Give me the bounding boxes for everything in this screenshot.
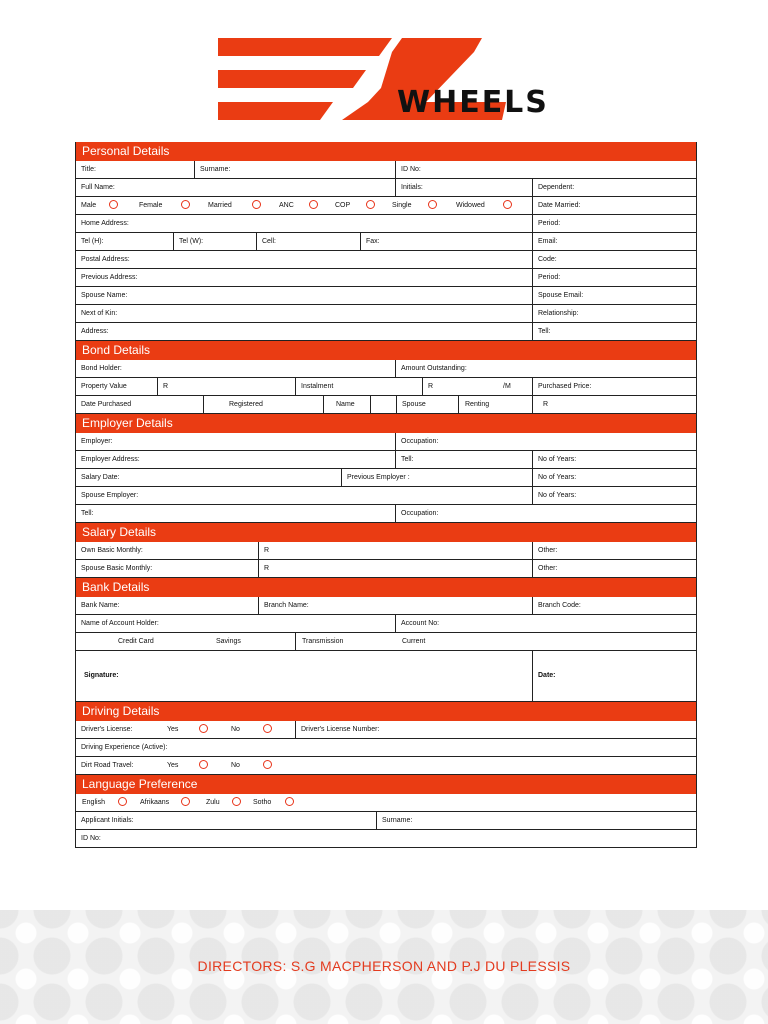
form-row	[75, 161, 697, 179]
date-married-field[interactable]: Date Married:	[532, 197, 697, 214]
title-field[interactable]: Title:	[81, 166, 96, 173]
occupation-field[interactable]: Occupation:	[395, 433, 697, 450]
english-label: English	[82, 799, 105, 806]
widowed-radio[interactable]	[503, 200, 512, 209]
cop-radio[interactable]	[366, 200, 375, 209]
application-form	[75, 142, 697, 848]
form-row	[75, 469, 697, 487]
form-row	[75, 433, 697, 451]
code-field[interactable]: Code:	[532, 251, 697, 268]
kin-tell-field[interactable]: Tell:	[532, 323, 697, 340]
previous-address-field[interactable]: Previous Address:	[81, 274, 138, 281]
tel-h-field[interactable]: Tel (H):	[81, 238, 104, 245]
dirt-road-label: Dirt Road Travel:	[81, 762, 134, 769]
section-header-language: Language Preference	[75, 775, 697, 794]
employer-tell-field[interactable]: Tell:	[395, 451, 532, 468]
signature-date-field[interactable]: Date:	[532, 651, 697, 701]
id-no-field[interactable]: ID No:	[395, 161, 697, 178]
form-row	[75, 812, 697, 830]
female-label: Female	[139, 202, 163, 209]
account-no-field[interactable]: Account No:	[395, 615, 697, 632]
savings-option[interactable]: Savings	[216, 638, 241, 645]
form-row	[75, 305, 697, 323]
directors-text: DIRECTORS: S.G MACPHERSON AND P.J DU PLESSIS	[197, 958, 571, 974]
drivers-license-label: Driver's License:	[81, 726, 133, 733]
name-box[interactable]	[370, 396, 396, 413]
form-row	[75, 323, 697, 341]
credit-card-option[interactable]: Credit Card	[118, 638, 154, 645]
widowed-label: Widowed	[456, 202, 485, 209]
form-row	[75, 560, 697, 578]
previous-period-field[interactable]: Period:	[532, 269, 697, 286]
bank-name-field[interactable]: Bank Name:	[81, 602, 120, 609]
form-row	[75, 269, 697, 287]
previous-employer-field[interactable]: Previous Employer :	[341, 469, 532, 486]
form-row	[75, 396, 697, 414]
single-label: Single	[392, 202, 412, 209]
license-row	[75, 721, 697, 739]
next-of-kin-field[interactable]: Next of Kin:	[81, 310, 118, 317]
surname-field[interactable]: Surname:	[194, 161, 395, 178]
form-row	[75, 233, 697, 251]
form-row	[75, 487, 697, 505]
dependent-field[interactable]: Dependent:	[532, 179, 697, 196]
relationship-field[interactable]: Relationship:	[532, 305, 697, 322]
spouse-occupation-field[interactable]: Occupation:	[395, 505, 697, 522]
renting-label: Renting	[458, 396, 532, 413]
spouse-basic-label: Spouse Basic Monthly:	[81, 565, 153, 572]
male-label: Male	[81, 202, 97, 209]
english-radio[interactable]	[118, 797, 127, 806]
applicant-surname-field[interactable]: Surname:	[376, 812, 697, 829]
amount-outstanding-field[interactable]: Amount Outstanding:	[395, 360, 697, 377]
form-row	[75, 251, 697, 269]
dirt-yes-label: Yes	[167, 762, 179, 769]
own-other-field[interactable]: Other:	[532, 542, 697, 559]
spouse-years-field[interactable]: No of Years:	[532, 487, 697, 504]
section-header-driving: Driving Details	[75, 702, 697, 721]
afrikaans-radio[interactable]	[181, 797, 190, 806]
afrikaans-label: Afrikaans	[140, 799, 170, 806]
signature-row	[75, 651, 697, 702]
section-header-salary: Salary Details	[75, 523, 697, 542]
date-purchased-field[interactable]: Date Purchased	[81, 401, 132, 408]
initials-field[interactable]: Initials:	[395, 179, 532, 196]
spouse-employer-field[interactable]: Spouse Employer:	[81, 492, 139, 499]
form-row	[75, 179, 697, 197]
dirt-no-label: No	[231, 762, 240, 769]
per-month-label: /M	[503, 383, 511, 390]
anc-label: ANC	[279, 202, 294, 209]
applicant-initials-field[interactable]: Applicant Initials:	[81, 817, 134, 824]
transmission-option[interactable]: Transmission	[302, 638, 344, 645]
female-radio[interactable]	[181, 200, 190, 209]
account-holder-field[interactable]: Name of Account Holder:	[81, 620, 159, 627]
home-address-field[interactable]: Home Address:	[81, 220, 129, 227]
email-field[interactable]: Email:	[532, 233, 697, 250]
branch-code-field[interactable]: Branch Code:	[532, 597, 697, 614]
license-no-label: No	[231, 726, 240, 733]
employer-address-field[interactable]: Employer Address:	[81, 456, 140, 463]
form-row	[75, 215, 697, 233]
form-row	[75, 451, 697, 469]
property-value-label: Property Value	[81, 383, 127, 390]
single-radio[interactable]	[428, 200, 437, 209]
form-row	[75, 505, 697, 523]
employer-field[interactable]: Employer:	[81, 438, 113, 445]
form-row	[75, 597, 697, 615]
dirt-road-row	[75, 757, 697, 775]
previous-years-field[interactable]: No of Years:	[532, 469, 697, 486]
license-no-radio[interactable]	[263, 724, 272, 733]
own-basic-field[interactable]: R	[258, 542, 532, 559]
license-number-field[interactable]: Driver's License Number:	[295, 721, 697, 738]
driving-experience-field[interactable]: Driving Experience (Active):	[81, 744, 168, 751]
instalment-label: Instalment	[295, 378, 422, 395]
zulu-label: Zulu	[206, 799, 220, 806]
married-label: Married	[208, 202, 232, 209]
property-value-field[interactable]: R	[157, 378, 295, 395]
cell-field[interactable]: Cell:	[256, 233, 360, 250]
registered-label: Registered	[203, 396, 323, 413]
spouse-label: Spouse	[396, 396, 458, 413]
renting-amount-field[interactable]: R	[532, 396, 697, 413]
spouse-basic-field[interactable]: R	[258, 560, 532, 577]
form-row	[75, 542, 697, 560]
dirt-yes-radio[interactable]	[199, 760, 208, 769]
current-option[interactable]: Current	[402, 638, 426, 645]
license-yes-radio[interactable]	[199, 724, 208, 733]
form-row	[75, 830, 697, 848]
sotho-label: Sotho	[253, 799, 272, 806]
section-header-bond: Bond Details	[75, 341, 697, 360]
brand-wordmark: WHEELS	[397, 85, 549, 120]
branch-name-field[interactable]: Branch Name:	[258, 597, 532, 614]
sotho-radio[interactable]	[285, 797, 294, 806]
language-row	[75, 794, 697, 812]
account-types-left	[76, 633, 295, 650]
marital-status-row	[75, 197, 697, 215]
spouse-email-field[interactable]: Spouse Email:	[532, 287, 697, 304]
own-basic-label: Own Basic Monthly:	[81, 547, 143, 554]
spouse-name-field[interactable]: Spouse Name:	[81, 292, 128, 299]
form-row	[75, 360, 697, 378]
fax-field[interactable]: Fax:	[360, 233, 532, 250]
form-row	[75, 378, 697, 396]
section-header-employer: Employer Details	[75, 414, 697, 433]
instalment-currency: R	[428, 383, 434, 390]
zulu-radio[interactable]	[232, 797, 241, 806]
form-row	[75, 739, 697, 757]
spouse-employer-tell-field[interactable]: Tell:	[81, 510, 94, 517]
signature-field[interactable]: Signature:	[84, 672, 119, 679]
license-yes-label: Yes	[167, 726, 179, 733]
bond-holder-field[interactable]: Bond Holder:	[81, 365, 122, 372]
male-radio[interactable]	[109, 200, 118, 209]
applicant-id-field[interactable]: ID No:	[81, 835, 101, 842]
period-field[interactable]: Period:	[532, 215, 697, 232]
spouse-other-field[interactable]: Other:	[532, 560, 697, 577]
years-field[interactable]: No of Years:	[532, 451, 697, 468]
section-header-personal: Personal Details	[75, 142, 697, 161]
full-name-field[interactable]: Full Name:	[81, 184, 115, 191]
anc-radio[interactable]	[309, 200, 318, 209]
purchased-price-field[interactable]: Purchased Price:	[532, 378, 697, 395]
form-row	[75, 287, 697, 305]
name-label: Name	[323, 396, 370, 413]
cop-label: COP	[335, 202, 351, 209]
postal-address-field[interactable]: Postal Address:	[81, 256, 130, 263]
form-row	[75, 615, 697, 633]
section-header-bank: Bank Details	[75, 578, 697, 597]
account-types-right	[295, 633, 697, 650]
instalment-field[interactable]	[422, 378, 532, 395]
kin-address-field[interactable]: Address:	[81, 328, 109, 335]
account-type-row	[75, 633, 697, 651]
salary-date-field[interactable]: Salary Date:	[81, 474, 120, 481]
married-radio[interactable]	[252, 200, 261, 209]
tel-w-field[interactable]: Tel (W):	[173, 233, 256, 250]
dirt-no-radio[interactable]	[263, 760, 272, 769]
